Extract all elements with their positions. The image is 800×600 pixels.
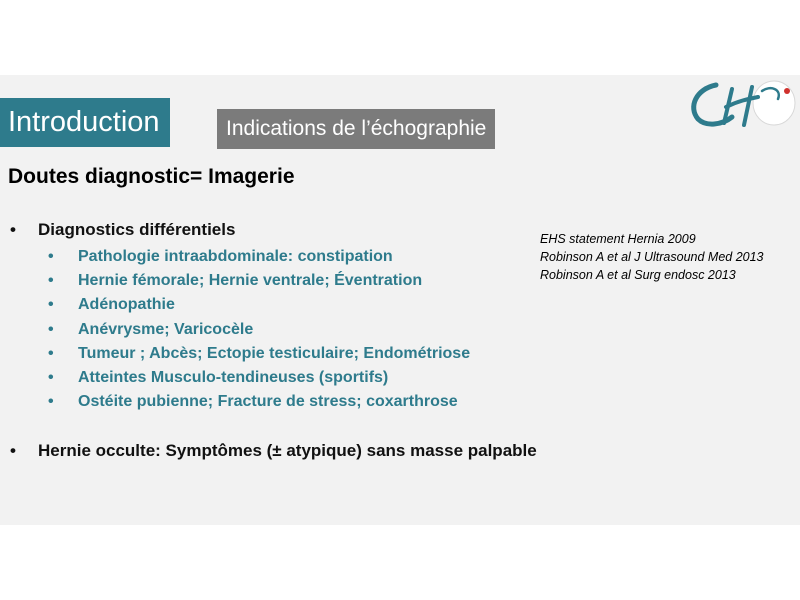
references [540,230,764,284]
bullet-marker: • [10,441,16,460]
slide-heading: Doutes diagnostic= Imagerie [8,165,295,188]
slide-title: Introduction [0,98,170,147]
reference-item: EHS statement Hernia 2009 [540,232,696,246]
reference-item: Robinson A et al Surg endosc 2013 [540,268,736,282]
reference-item: Robinson A et al J Ultrasound Med 2013 [540,250,764,264]
sub-bullet-marker: • [48,296,54,314]
sub-bullet-marker: • [48,344,54,362]
sub-bullet-marker: • [48,368,54,386]
sub-bullet-marker: • [48,248,54,265]
sub-bullet-marker: • [48,272,54,290]
slide-subtitle: Indications de l’échographie [217,109,495,149]
chu-logo-icon [686,75,798,139]
slide: Introduction Indications de l’échographie Doutes diagnostic= Imagerie • Diagnostics différentiels • Pathologie intraabdominale: constipation • Hernie fémorale; Hernie ventrale; Éventration • Adénopathie • Anévrysme; Varicocèle • Tumeur ; Abcès; Ectopie testiculaire; Endométriose • Atteintes Musculo-tendineuses (sportifs) • Ostéite pubienne; Fracture de stress; coxarthrose • Hernie occulte: Symptômes (± atypique) sans masse palpable EHS statement Hernia 2009 Robinson A et al J Ultrasound Med 2013 Robinson A et al Surg endosc 2013 [0,75,800,525]
sub-bullet-marker: • [48,393,54,411]
bullet-marker: • [10,220,16,239]
bullet-label: Hernie occulte: Symptômes (± atypique) sans masse palpable [38,441,537,460]
bullet-label: Diagnostics différentiels [38,220,236,239]
sub-bullet-marker: • [48,320,54,338]
